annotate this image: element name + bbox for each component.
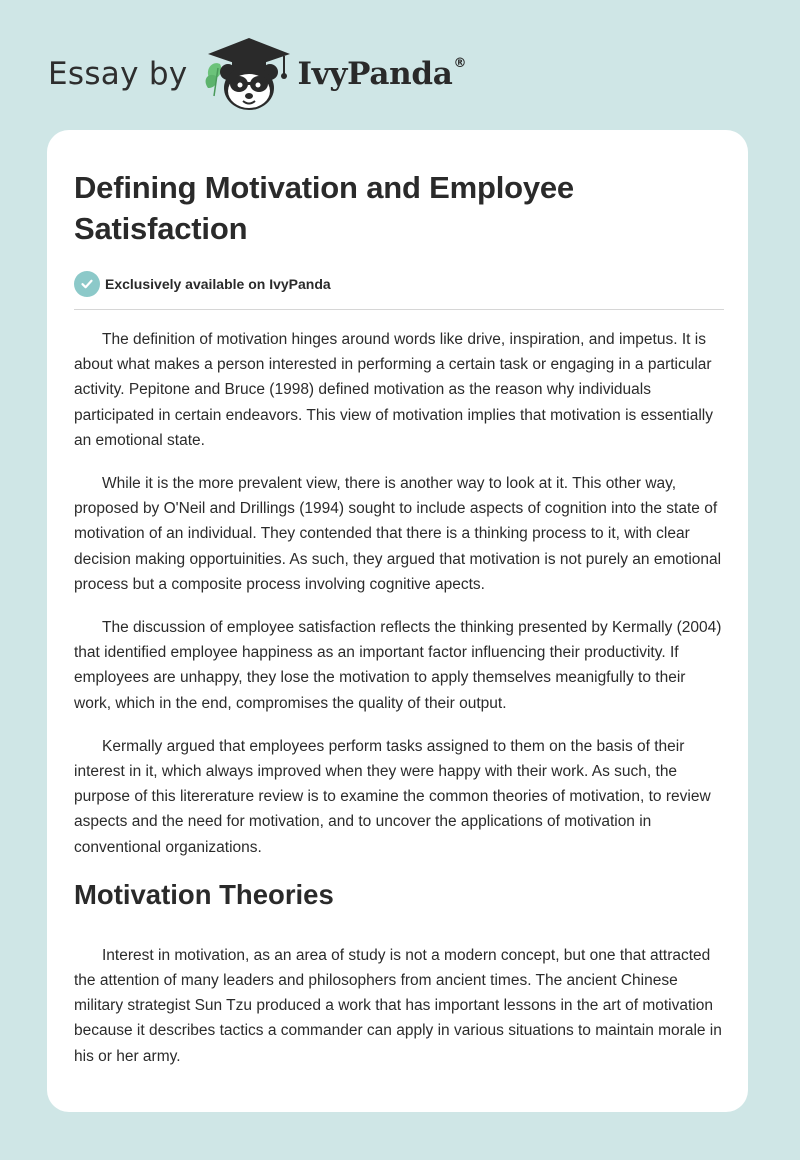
essay-title: Defining Motivation and Employee Satisfaction — [74, 170, 574, 246]
paragraph: The discussion of employee satisfaction reflects the thinking presented by Kermally (2004) that identified employee happiness as an important factor influencing their productivity. If employees are unhappy, they lose the motivation to apply themselves meanigfully to their work, which in the end, compromises the quality of their output. — [74, 619, 722, 712]
paragraph: Interest in motivation, as an area of study is not a modern concept, but one that attracted the attention of many leaders and philosophers from ancient times. The ancient Chinese military strategist Sun Tzu produced a work that has important lessons in the art of motivation because it describes tactics a commander can apply in various situations to maintain morale in his or her army. — [74, 946, 722, 1065]
exclusive-badge — [74, 271, 724, 297]
paragraph: Kermally argued that employees perform tasks assigned to them on the basis of their interest in it, which always improved when they were happy with their work. As such, the purpose of this litererature review is to examine the common theories of motivation, to review aspects and the need for motivation, and to uncover the applications of motivation in conventional organizations. — [74, 737, 711, 856]
essay-article — [74, 167, 724, 1087]
section-heading: Motivation Theories — [74, 878, 334, 910]
brand-prefix: Essay by — [48, 56, 188, 92]
exclusive-badge-label: Exclusively available on IvyPanda — [105, 276, 331, 292]
divider — [74, 309, 724, 310]
check-icon — [74, 271, 100, 297]
paragraph: The definition of motivation hinges around words like drive, inspiration, and impetus. It is about what makes a person interested in performing a certain task or engaging in a particular activity. Pepitone and Bruce (1998) defined motivation as the reason why individuals participated in certain endeavors. This view of motivation implies that motivation is essentially an emotional state. — [74, 331, 713, 449]
panda-logo-icon — [202, 34, 294, 114]
paragraph: While it is the more prevalent view, there is another way to look at it. This other way, proposed by O'Neil and Drillings (1994) sought to include aspects of cognition into the state of motivation of an individual. They contended that there is a thinking process to it, with clear decision making opportuinities. As such, they argued that motivation is not purely an emotional process but a composite process involving cognitive apects. — [74, 475, 722, 593]
brand-name: IvyPanda — [297, 56, 453, 92]
essay-card — [47, 130, 748, 1112]
brand-header[interactable] — [48, 34, 467, 114]
registered-mark: ® — [453, 55, 467, 71]
